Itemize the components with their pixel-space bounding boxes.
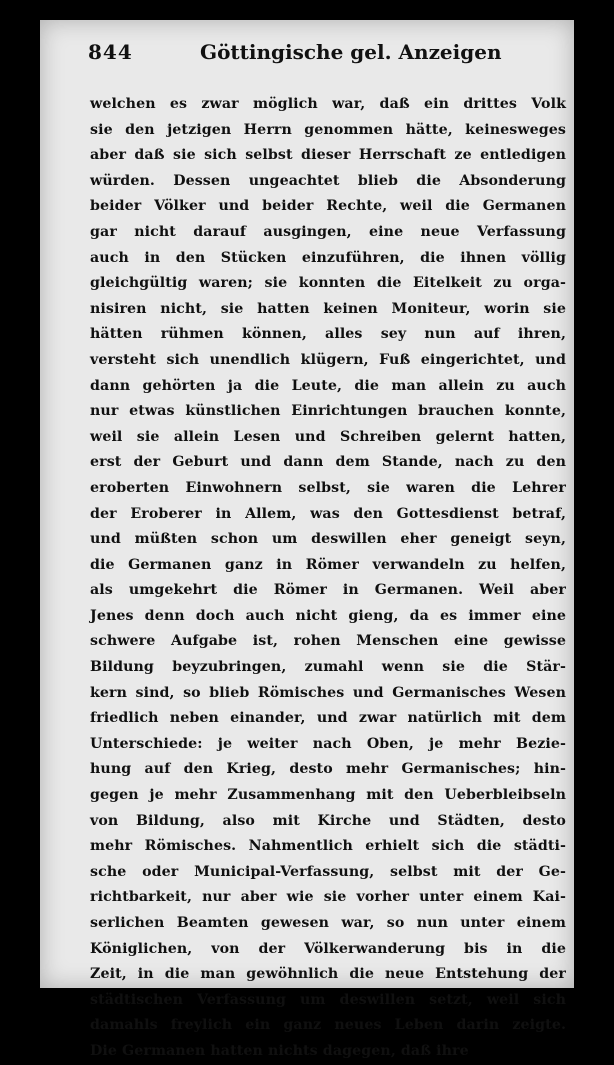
text-line: der Eroberer in Allem, was den Gottesdienst betraf, [90,505,566,522]
text-line: aber daß sie sich selbst dieser Herrschaft ze entledigen [90,147,566,164]
text-line: von Bildung, also mit Kirche und Städten, desto [90,812,566,829]
text-line: Die Germanen hatten nichts dagegen, daß ihre [90,1042,469,1059]
text-line: beider Völker und beider Rechte, weil die Germanen [90,198,566,215]
text-line: weil sie allein Lesen und Schreiben gelernt hatten, [90,428,566,445]
text-line: serlichen Beamten gewesen war, so nun unter einem [90,915,566,931]
text-line: Unterschiede: je weiter nach Oben, je mehr Bezie- [90,735,566,752]
text-line: nur etwas künstlichen Einrichtungen brauchen konnte, [90,403,566,420]
text-line: Bildung beyzubringen, zumahl wenn sie die Stär- [90,659,566,676]
text-line: schwere Aufgabe ist, rohen Menschen eine gewisse [90,633,566,650]
text-line: welchen es zwar möglich war, daß ein drittes Volk [90,96,566,112]
text-line: sche oder Municipal-Verfassung, selbst mit der Ge- [90,863,566,880]
text-line: würden. Dessen ungeachtet blieb die Absonderung [90,172,566,189]
text-line: hung auf den Krieg, desto mehr Germanisches; hin- [90,761,566,778]
text-line: auch in den Stücken einzuführen, die ihnen völlig [90,249,566,266]
text-line: sie den jetzigen Herrn genommen hätte, keinesweges [90,121,566,138]
running-head: Göttingische gel. Anzeigen [200,40,502,64]
page-number: 844 [88,40,133,64]
document-page [40,20,574,1059]
text-line: eroberten Einwohnern selbst, sie waren die Lehrer [90,479,566,496]
text-line: damahls freylich ein ganz neues Leben darin zeigte. [90,1017,566,1034]
text-line: Jenes denn doch auch nicht gieng, da es immer eine [90,607,566,624]
text-line: hätten rühmen können, alles sey nun auf ihren, [90,326,566,343]
text-line: dann gehörten ja die Leute, die man allein zu auch [90,377,566,394]
text-line: gar nicht darauf ausgingen, eine neue Verfassung [90,223,566,240]
text-line: gegen je mehr Zusammenhang mit den Ueberbleibseln [90,787,566,804]
text-line: städtischen Verfassung um deswillen setzt, weil sich [90,991,566,1008]
text-line: nisiren nicht, sie hatten keinen Moniteur, worin sie [90,300,566,317]
text-line: richtbarkeit, nur aber wie sie vorher unter einem Kai- [90,889,566,906]
text-line: die Germanen ganz in Römer verwandeln zu helfen, [90,556,566,573]
text-line: Zeit, in die man gewöhnlich die neue Entstehung der [90,966,566,983]
text-line: Königlichen, von der Völkerwanderung bis in die [90,940,566,957]
text-line: gleichgültig waren; sie konnten die Eitelkeit zu orga- [90,275,566,292]
text-line: kern sind, so blieb Römisches und Germanisches Wesen [90,684,566,701]
text-line: und müßten schon um deswillen eher geneigt seyn, [90,531,566,548]
text-line: als umgekehrt die Römer in Germanen. Weil aber [90,582,566,599]
text-line: erst der Geburt und dann dem Stande, nach zu den [90,454,566,471]
text-line: friedlich neben einander, und zwar natürlich mit dem [90,710,566,727]
text-line: versteht sich unendlich klügern, Fuß eingerichtet, und [90,351,566,368]
body-text [90,92,566,1065]
text-line: mehr Römisches. Nahmentlich erhielt sich die städti- [90,838,566,855]
